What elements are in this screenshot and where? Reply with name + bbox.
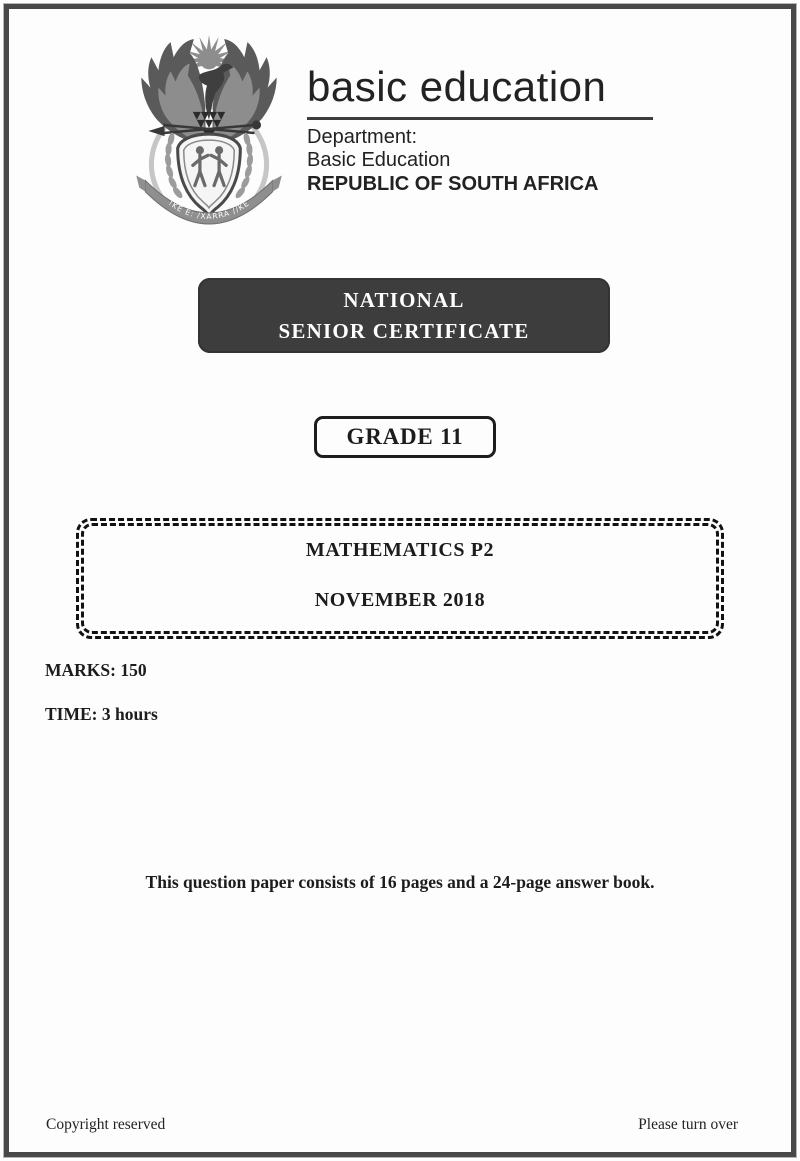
department-lines <box>307 126 653 196</box>
page-footer <box>46 1116 738 1134</box>
certificate-banner-line1: NATIONAL <box>343 288 465 313</box>
grade-badge <box>314 416 496 458</box>
shield-icon <box>178 134 241 216</box>
pages-note: This question paper consists of 16 pages and a 24-page answer book. <box>145 872 655 892</box>
header-brand-block <box>307 63 653 196</box>
subject-box <box>76 518 724 639</box>
certificate-banner <box>198 278 610 353</box>
emblem-motto-text: !KE E: /XARRA //KE <box>166 198 252 221</box>
marks-line <box>45 660 147 681</box>
subject-box-inner <box>81 523 719 634</box>
department-name: Basic Education <box>307 149 451 172</box>
time-label: TIME: <box>45 704 98 724</box>
certificate-banner-line2: SENIOR CERTIFICATE <box>278 318 530 343</box>
footer-turn-over: Please turn over <box>638 1116 738 1133</box>
brand-wordmark: basic education <box>307 66 653 120</box>
footer-copyright: Copyright reserved <box>46 1116 166 1133</box>
time-value: 3 hours <box>101 704 158 724</box>
subject-session: NOVEMBER 2018 <box>314 589 486 611</box>
time-line <box>45 704 158 725</box>
country-name: REPUBLIC OF SOUTH AFRICA <box>307 172 599 195</box>
subject-title: MATHEMATICS P2 <box>305 539 495 561</box>
marks-label: MARKS: <box>45 660 116 680</box>
marks-value: 150 <box>120 660 147 680</box>
south-africa-coat-of-arms-emblem <box>133 33 285 225</box>
grade-badge-label: GRADE 11 <box>346 424 464 449</box>
department-label: Department: <box>307 126 418 148</box>
